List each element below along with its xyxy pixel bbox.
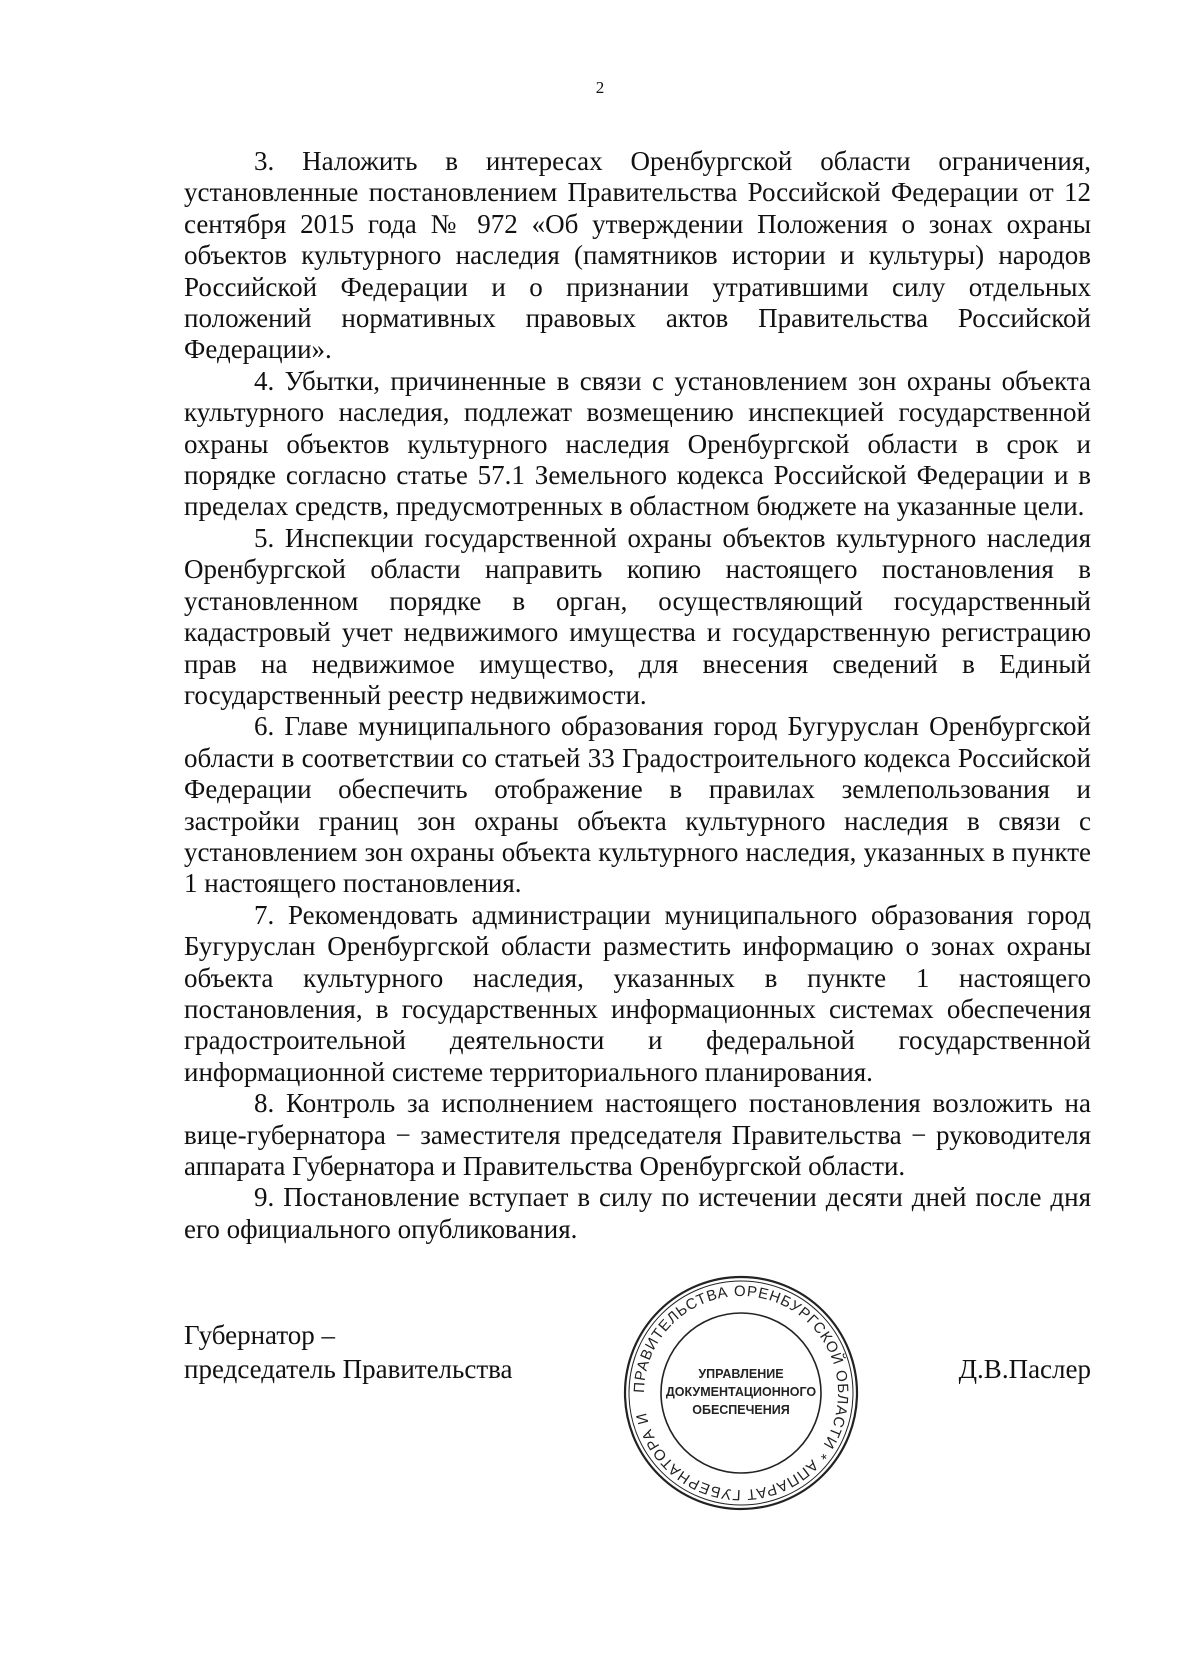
document-body — [184, 146, 1091, 1245]
stamp-center-line2: ДОКУМЕНТАЦИОННОГО — [665, 1385, 817, 1399]
paragraph-4: 4. Убытки, причиненные в связи с установлением зон охраны объекта культурного наследия, подлежат возмещению инспекцией государственной охраны объектов культурного наследия Оренбургской области в срок и порядке согласно статье 57.1 Земельного кодекса Российской Федерации и в пределах средств, предусмотренных в областном бюджете на указанные цели. — [184, 365, 1091, 522]
paragraph-8: 8. Контроль за исполнением настоящего постановления возложить на вице-губернатора − заместителя председателя Правительства − руководителя аппарата Губернатора и Правительства Оренбургской области. — [184, 1088, 1091, 1181]
paragraph-5: 5. Инспекции государственной охраны объектов культурного наследия Оренбургской области направить копию настоящего постановления в установленном порядке в орган, осуществляющий государственный кадастровый учет недвижимого имущества и государственную регистрацию прав на недвижимое имущество, для внесения сведений в Единый государственный реестр недвижимости. — [184, 522, 1091, 710]
paragraph-7: 7. Рекомендовать администрации муниципального образования город Бугуруслан Оренбургской области разместить информацию о зонах охраны объекта культурного наследия, указанных в пункте 1 настоящего постановления, в государственных информационных системах обеспечения градостроительной деятельности и федеральной государственной информационной системе территориального планирования. — [184, 899, 1091, 1087]
page-number: 2 — [595, 78, 605, 97]
paragraph-9: 9. Постановление вступает в силу по истечении десяти дней после дня его официального опубликования. — [184, 1182, 1091, 1244]
signatory-title — [184, 1318, 513, 1386]
stamp-ring-text: ПРАВИТЕЛЬСТВА ОРЕНБУРГСКОЙ ОБЛАСТИ * АППАРАТ ГУБЕРНАТОРА И — [630, 1282, 852, 1504]
signatory-title-line1: Губернатор – — [184, 1320, 336, 1350]
signatory-title-line2: председатель Правительства — [184, 1354, 513, 1384]
signatory-name: Д.В.Паслер — [958, 1354, 1091, 1384]
paragraph-6: 6. Главе муниципального образования город Бугуруслан Оренбургской области в соответствии со статьей 33 Градостроительного кодекса Российской Федерации обеспечить отображение в правилах землепользования и застройки границ зон охраны объекта культурного наследия в связи с установлением зон охраны объекта культурного наследия, указанных в пункте 1 настоящего постановления. — [184, 711, 1091, 899]
stamp-center-line3: ОБЕСПЕЧЕНИЯ — [692, 1403, 790, 1417]
stamp-center-line1: УПРАВЛЕНИЕ — [698, 1367, 784, 1381]
official-seal-stamp — [622, 1274, 860, 1512]
paragraph-3: 3. Наложить в интересах Оренбургской области ограничения, установленные постановлением Правительства Российской Федерации от 12 сентября 2015 года № 972 «Об утверждении Положения о зонах охраны объектов культурного наследия (памятников истории и культуры) народов Российской Федерации и о признании утратившими силу отдельных положений нормативных правовых актов Правительства Российской Федерации». — [184, 146, 1091, 365]
